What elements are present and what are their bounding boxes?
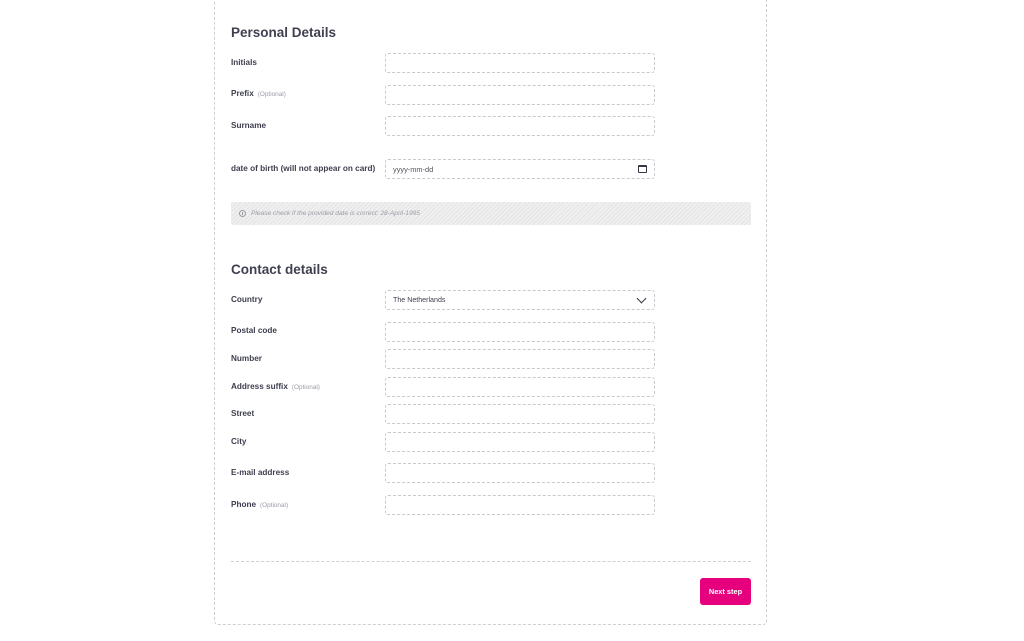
prefix-label (231, 90, 286, 98)
top-cutoff-text (232, 0, 284, 3)
surname-label (231, 122, 266, 130)
street-input[interactable] (385, 404, 655, 424)
surname-input[interactable] (385, 116, 655, 136)
prefix-optional-text: (Optional) (257, 90, 286, 98)
initials-label-text: Initials (231, 57, 257, 67)
country-select[interactable] (385, 290, 655, 310)
date-of-birth-input[interactable] (385, 159, 655, 179)
postal-code-label-text: Postal code (231, 325, 277, 335)
chevron-down-icon (637, 294, 647, 304)
city-input[interactable] (385, 432, 655, 452)
form-divider (231, 561, 751, 562)
email-input[interactable] (385, 463, 655, 483)
date-of-birth-label-text: date of birth (will not appear on card) (231, 163, 376, 173)
phone-label (231, 501, 288, 509)
city-label-text: City (231, 436, 247, 446)
email-label-text: E-mail address (231, 467, 290, 477)
initials-label (231, 59, 257, 67)
phone-optional-text: (Optional) (260, 501, 289, 509)
country-label (231, 296, 262, 304)
date-confirmation-text: Please check if the provided date is correct: 28-April-1995 (251, 210, 420, 217)
next-step-button[interactable]: Next step (700, 578, 751, 605)
number-input[interactable] (385, 349, 655, 369)
email-label (231, 469, 289, 477)
date-confirmation-notice (231, 202, 751, 225)
prefix-input[interactable] (385, 85, 655, 105)
prefix-label-text: Prefix (231, 88, 254, 98)
personal-details-title: Personal Details (231, 25, 337, 40)
calendar-icon[interactable] (638, 165, 647, 173)
street-label-text: Street (231, 408, 255, 418)
date-placeholder: yyyy-mm-dd (393, 164, 434, 174)
address-suffix-optional-text: (Optional) (291, 383, 320, 391)
address-suffix-label-text: Address suffix (231, 381, 288, 391)
number-label (231, 355, 262, 363)
address-suffix-label (231, 383, 320, 391)
info-icon (239, 210, 246, 217)
date-of-birth-label (231, 165, 375, 173)
phone-label-text: Phone (231, 499, 257, 509)
phone-input[interactable] (385, 495, 655, 515)
initials-input[interactable] (385, 53, 655, 73)
country-label-text: Country (231, 294, 263, 304)
surname-label-text: Surname (231, 120, 267, 130)
postal-code-label (231, 327, 277, 335)
number-label-text: Number (231, 353, 262, 363)
postal-code-input[interactable] (385, 322, 655, 342)
city-label (231, 438, 246, 446)
address-suffix-input[interactable] (385, 377, 655, 397)
country-select-value: The Netherlands (393, 296, 446, 304)
street-label (231, 410, 254, 418)
contact-details-title: Contact details (231, 262, 328, 277)
